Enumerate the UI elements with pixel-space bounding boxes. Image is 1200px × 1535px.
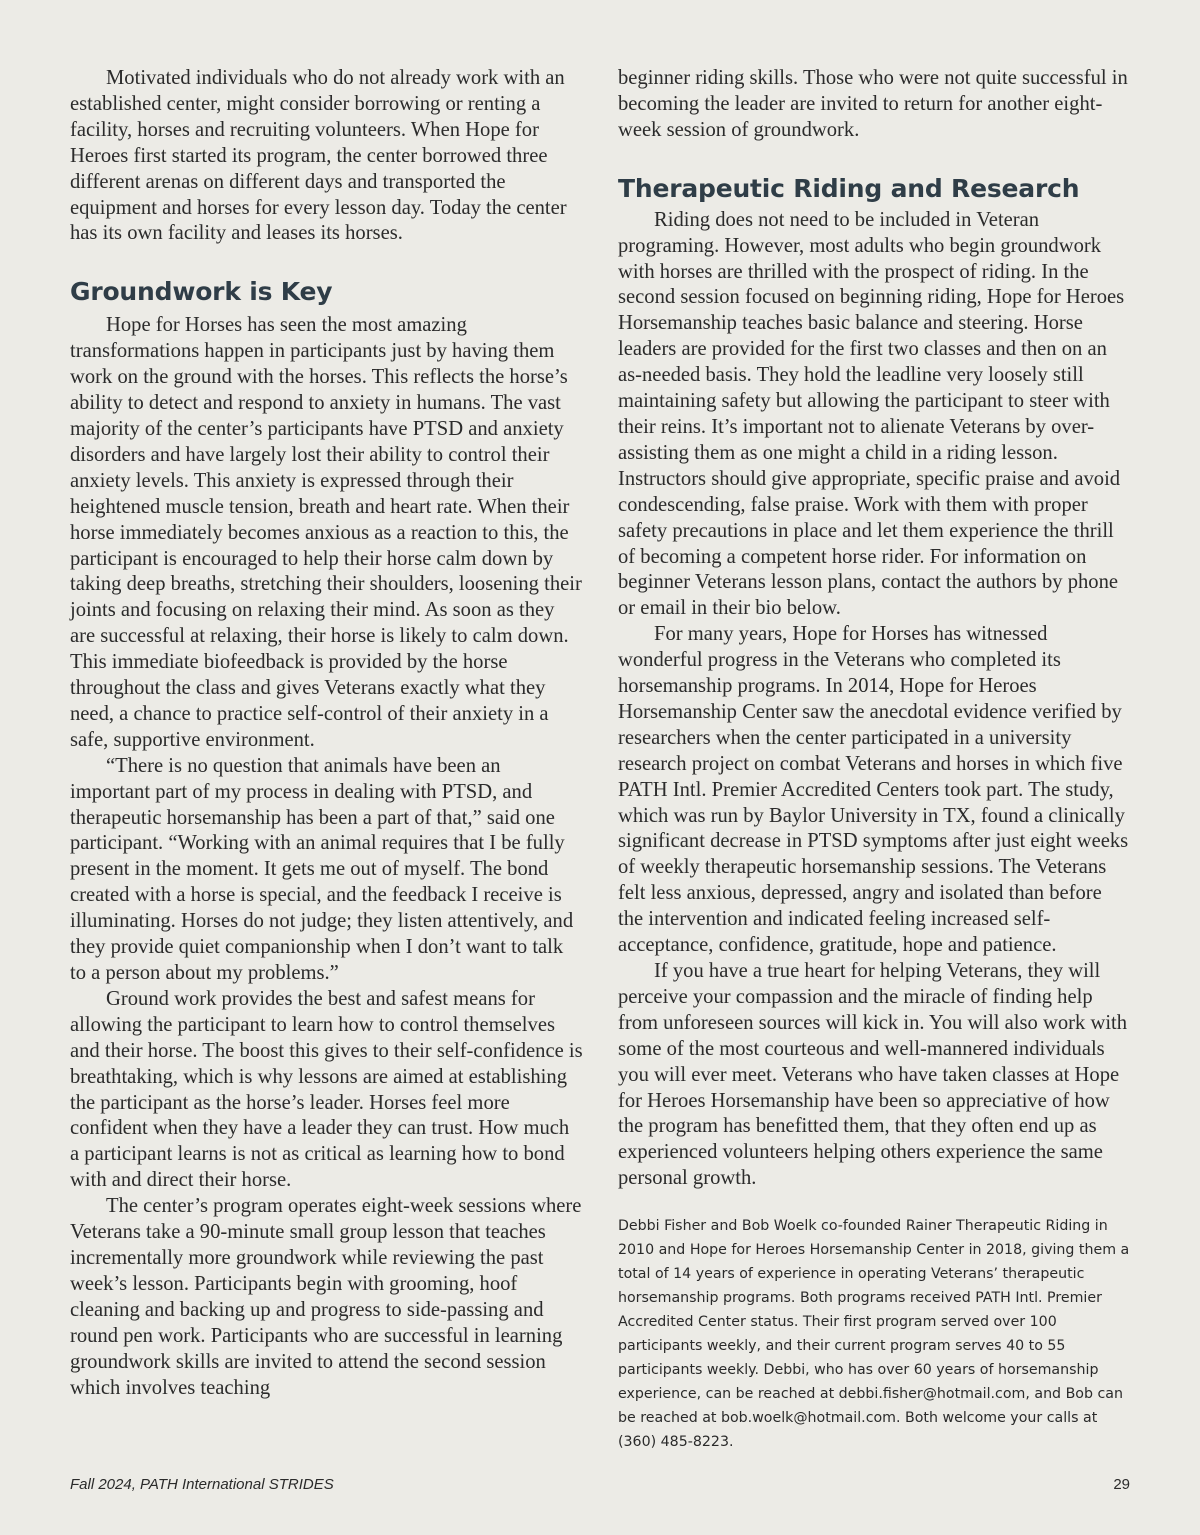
riding-paragraph-2: For many years, Hope for Horses has witnessed wonderful progress in the Veterans who completed its horsemanship programs. In 2014, Hope for Heroes Horsemanship Center saw the anecdotal evidence verified by researchers when the center participated in a university research project on combat Veterans and horses in which five PATH Intl. Premier Accredited Centers took part. The study, which was run by Baylor University in TX, found a clinically significant decrease in PTSD symptoms after just eight weeks of weekly therapeutic horsemanship sessions. The Veterans felt less anxious, depressed, angry and isolated than before the intervention and indicated feeling increased self-acceptance, confidence, gratitude, hope and patience.: [618, 623, 1129, 957]
left-column: [70, 66, 583, 1401]
groundwork-paragraph-1: Hope for Horses has seen the most amazing transformations happen in participants just by having them work on the ground with the horses. This reflects the horse’s ability to detect and respond to anxiety in humans. The vast majority of the center’s participants have PTSD and anxiety disorders and have largely lost their ability to control their anxiety levels. This anxiety is expressed through their heightened muscle tension, breath and heart rate. When their horse immediately becomes anxious as a reaction to this, the participant is encouraged to help their horse calm down by taking deep breaths, stretching their shoulders, loosening their joints and focusing on relaxing their mind. As soon as they are successful at relaxing, their horse is likely to calm down. This immediate biofeedback is provided by the horse throughout the class and gives Veterans exactly what they need, a chance to practice self-control of their anxiety in a safe, supportive environment.: [70, 314, 582, 751]
riding-heading: Therapeutic Riding and Research: [618, 173, 1080, 203]
groundwork-paragraph-2: “There is no question that animals have been an important part of my process in dealing with PTSD, and therapeutic horsemanship has been a part of that,” said one participant. “Working with an animal requires that I be fully present in the moment. It gets me out of myself. The bond created with a horse is special, and the feedback I receive is illuminating. Horses do not judge; they listen attentively, and they provide quiet companionship when I don’t want to talk to a person about my problems.”: [70, 754, 574, 984]
footer-publication: Fall 2024, PATH International STRIDES: [70, 1476, 334, 1493]
groundwork-paragraph-4: The center’s program operates eight-week sessions where Veterans take a 90-minute small group lesson that teaches incrementally more groundwork while reviewing the past week’s lesson. Participants begin with grooming, hoof cleaning and backing up and progress to side-passing and round pen work. Participants who are successful in learning groundwork skills are invited to attend the second session which involves teaching: [70, 1195, 582, 1399]
riding-paragraph-1: Riding does not need to be included in Veteran programing. However, most adults who begin groundwork with horses are thrilled with the prospect of riding. In the second session focused on beginning riding, Hope for Heroes Horsemanship teaches basic balance and steering. Horse leaders are provided for the first two classes and then on an as-needed basis. They hold the leadline very loosely still maintaining safety but allowing the participant to steer with their reins. It’s important not to alienate Veterans by over-assisting them as one might a child in a riding lesson. Instructors should give appropriate, specific praise and avoid condescending, false praise. Work with them with proper safety precautions in place and let them experience the thrill of becoming a competent horse rider. For information on beginner Veterans lesson plans, contact the authors by phone or email in their bio below.: [618, 208, 1125, 620]
groundwork-paragraph-3: Ground work provides the best and safest means for allowing the participant to learn how to control themselves and their horse. The boost this gives to their self-confidence is breathtaking, which is why lessons are aimed at establishing the participant as the horse’s leader. Horses feel more confident when they have a leader they can trust. How much a participant learns is not as critical as learning how to bond with and direct their horse.: [70, 987, 583, 1192]
author-bio: Debbi Fisher and Bob Woelk co-founded Rainer Therapeutic Riding in 2010 and Hope for Heroes Horsemanship Center in 2018, giving them a total of 14 years of experience in operating Veterans’ therapeutic horsemanship programs. Both programs received PATH Intl. Premier Accredited Center status. Their first program served over 100 participants weekly, and their current program serves 40 to 55 participants weekly. Debbi, who has over 60 years of horsemanship experience, can be reached at debbi.fisher@hotmail.com, and Bob can be reached at bob.woelk@hotmail.com. Both welcome your calls at (360) 485-8223.: [618, 1218, 1130, 1451]
continued-paragraph: beginner riding skills. Those who were not quite successful in becoming the leader are invited to return for another eight-week session of groundwork.: [618, 67, 1128, 141]
right-column: [618, 66, 1130, 1454]
page-number: 29: [1113, 1476, 1130, 1493]
riding-paragraph-3: If you have a true heart for helping Veterans, they will perceive your compassion and the miracle of finding help from unforeseen sources will kick in. You will also work with some of the most courteous and well-mannered individuals you will ever meet. Veterans who have taken classes at Hope for Heroes Horsemanship have been so appreciative of how the program has benefitted them, that they often end up as experienced volunteers helping others experience the same personal growth.: [618, 960, 1128, 1190]
groundwork-heading: Groundwork is Key: [70, 277, 333, 307]
intro-paragraph: Motivated individuals who do not already work with an established center, might consider borrowing or renting a facility, horses and recruiting volunteers. When Hope for Heroes first started its program, the center borrowed three different arenas on different days and transported the equipment and horses for every lesson day. Today the center has its own facility and leases its horses.: [70, 67, 567, 245]
